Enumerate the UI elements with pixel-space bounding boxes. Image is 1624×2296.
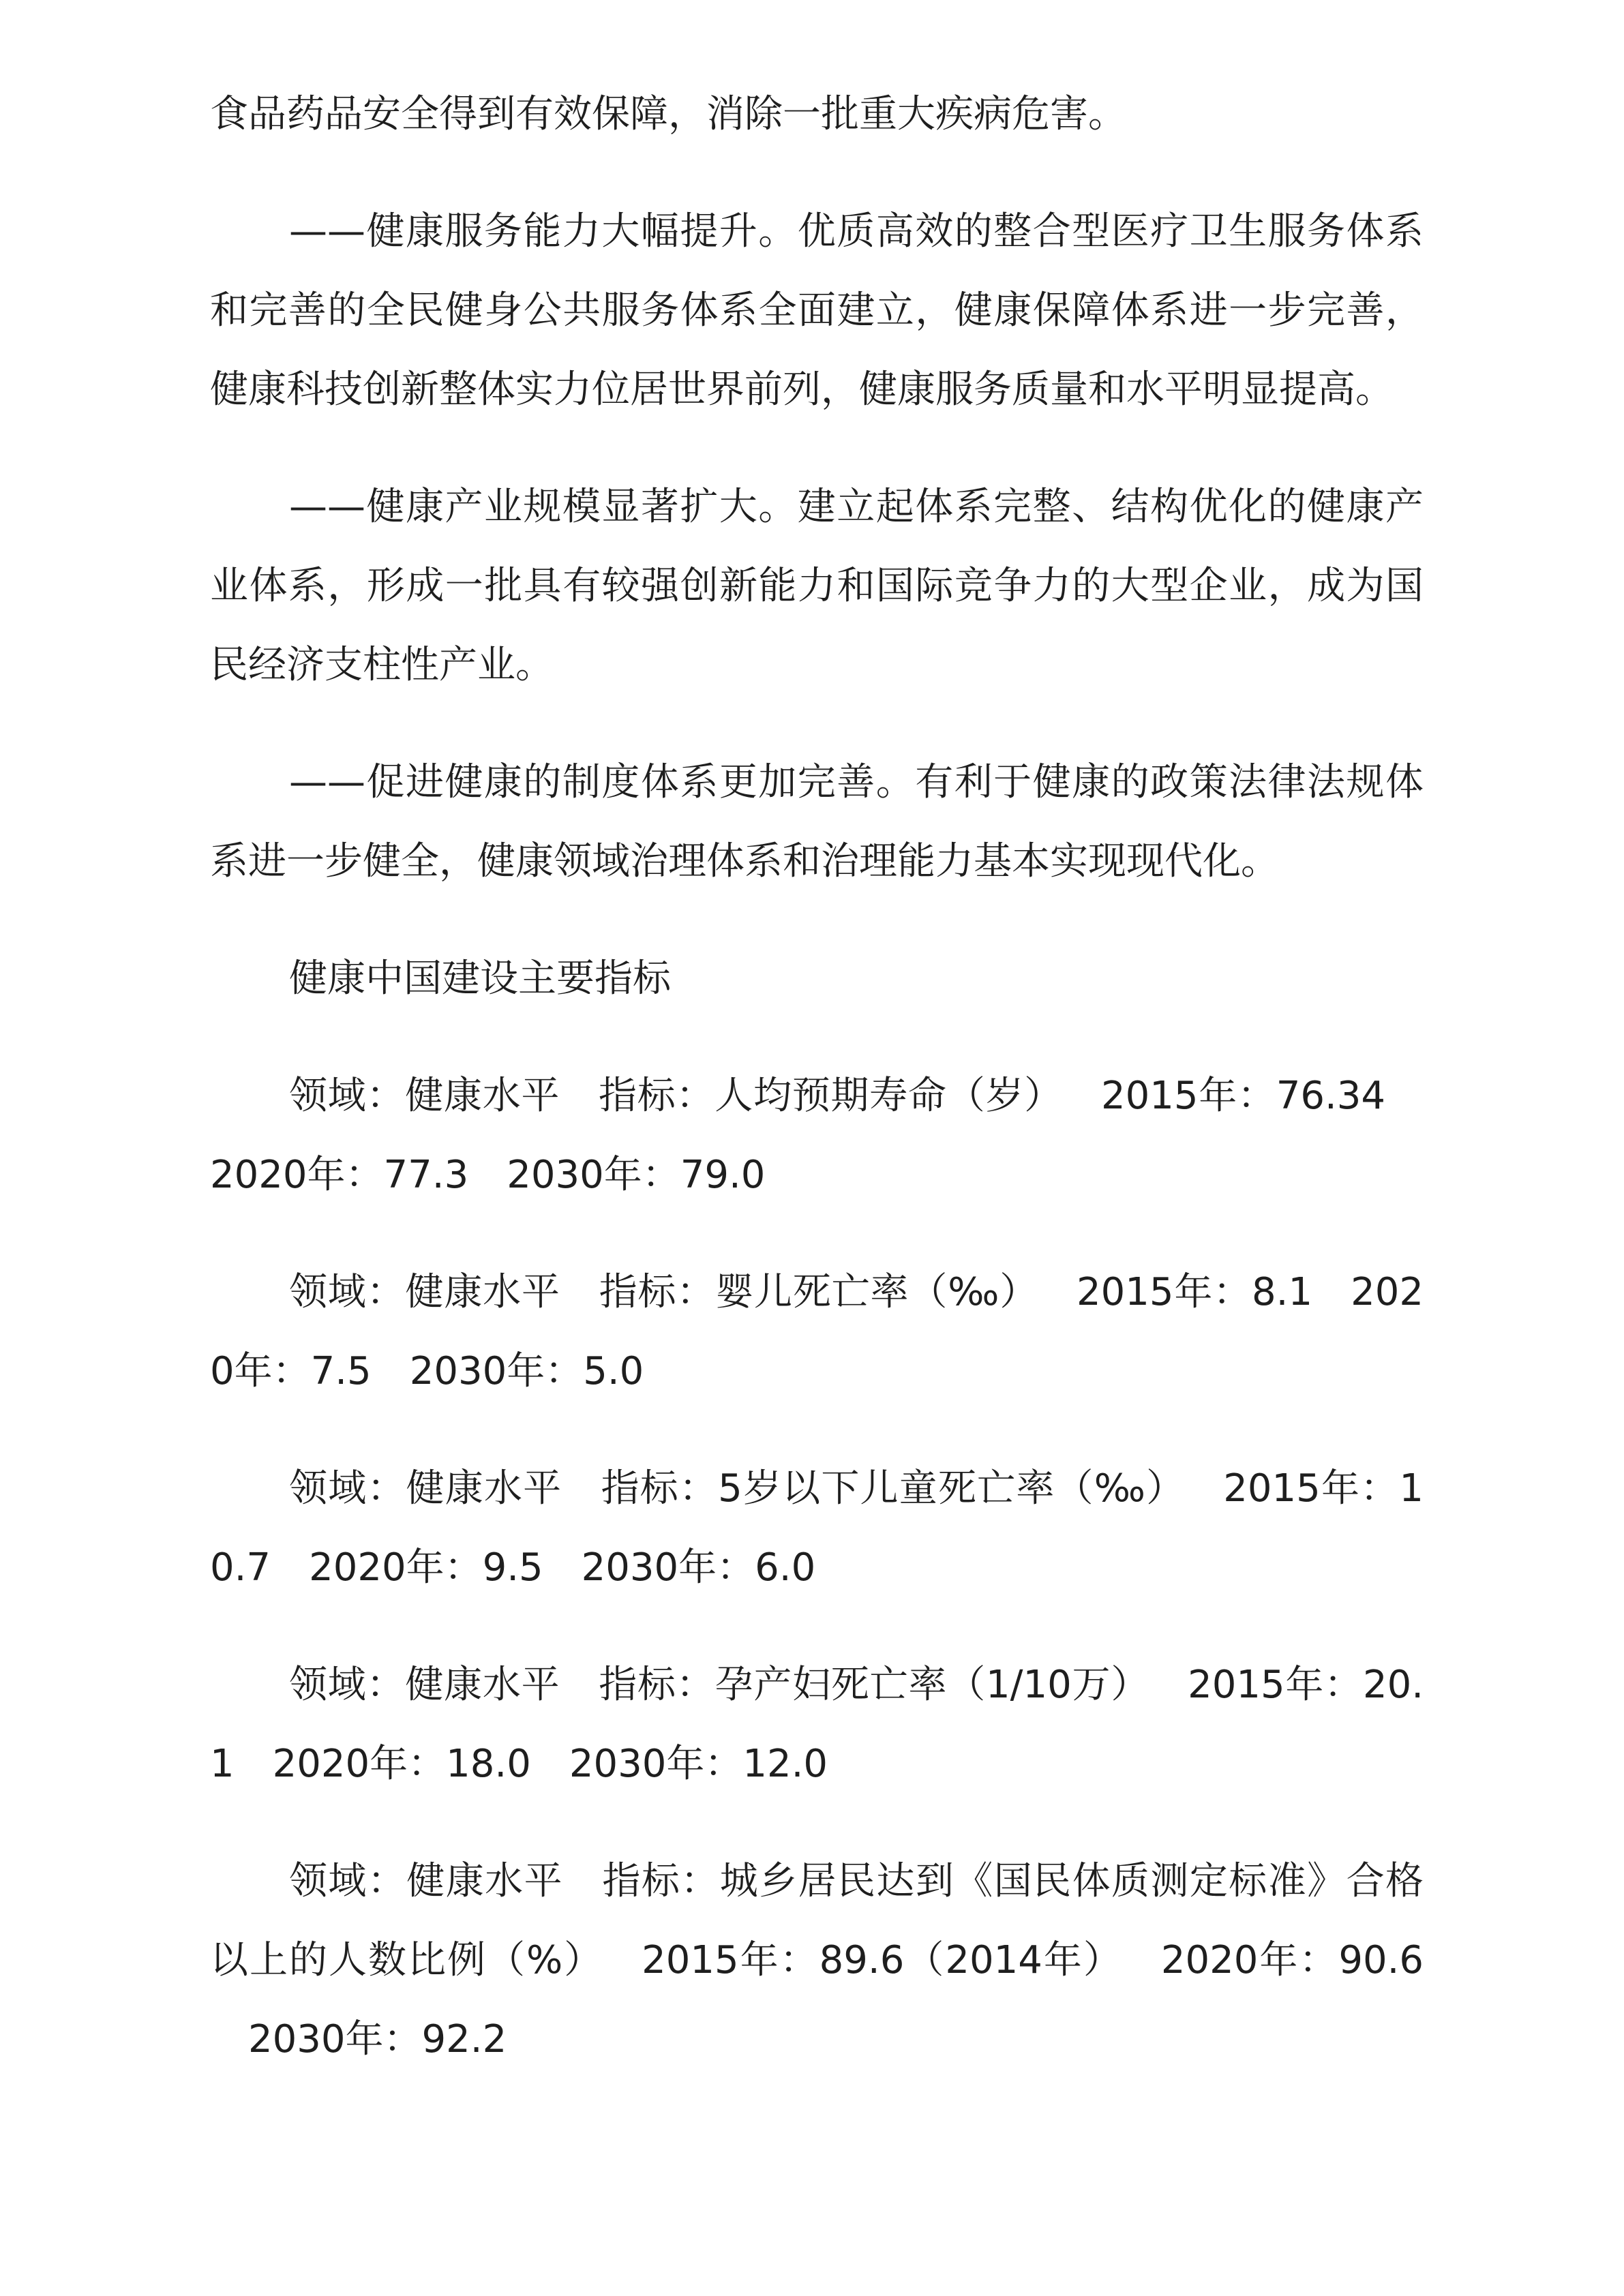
indicator-2030: 2030年：92.2 [248, 2017, 507, 2061]
indicator-2020: 2020年：77.3 [210, 1153, 469, 1197]
indicator-name: 指标：孕产妇死亡率（1/10万） [598, 1663, 1150, 1707]
document-page [210, 75, 1424, 2117]
indicator-domain: 领域：健康水平 [289, 1859, 563, 1903]
section-title: 健康中国建设主要指标 [289, 956, 671, 1001]
indicator-2030: 2030年：6.0 [581, 1545, 816, 1590]
indicator-name: 指标：婴儿死亡率（‰） [598, 1270, 1039, 1314]
paragraph-0: 食品药品安全得到有效保障，消除一批重大疾病危害。 [210, 92, 1126, 136]
indicator-row-5 [210, 1842, 1424, 2079]
indicator-2020: 2020年：9.5 [309, 1545, 543, 1590]
indicator-domain: 领域：健康水平 [289, 1663, 560, 1707]
indicator-2015: 2015年：8.1 [1077, 1270, 1313, 1314]
paragraph-1: ——健康服务能力大幅提升。优质高效的整合型医疗卫生服务体系和完善的全民健身公共服务体系全面建立，健康保障体系进一步完善，健康科技创新整体实力位居世界前列，健康服务质量和水平明显提高。 [210, 209, 1424, 412]
indicator-2030: 2030年：5.0 [409, 1349, 644, 1393]
indicator-2015: 2015年：20.1 [210, 1663, 1424, 1786]
indicator-name: 指标：城乡居民达到《国民体质测定标准》合格以上的人数比例（%） [210, 1859, 1424, 1982]
indicator-row-2 [210, 1253, 1424, 1411]
indicator-row-4 [210, 1646, 1424, 1804]
indicator-2015: 2015年：76.34 [1100, 1074, 1386, 1118]
indicator-row-3 [210, 1449, 1424, 1607]
indicator-domain: 领域：健康水平 [289, 1074, 560, 1118]
indicator-domain: 领域：健康水平 [289, 1270, 560, 1314]
indicator-name: 指标：5岁以下儿童死亡率（‰） [600, 1466, 1186, 1511]
indicator-2020: 2020年：7.5 [210, 1270, 1424, 1393]
indicator-2020: 2020年：90.6 [1160, 1938, 1424, 1982]
indicator-2030: 2030年：12.0 [569, 1742, 828, 1786]
indicator-row-1 [210, 1057, 1424, 1215]
paragraph-2: ——健康产业规模显著扩大。建立起体系完整、结构优化的健康产业体系，形成一批具有较强创新能力和国际竞争力的大型企业，成为国民经济支柱性产业。 [210, 485, 1424, 687]
indicator-domain: 领域：健康水平 [289, 1466, 562, 1511]
paragraph-3: ——促进健康的制度体系更加完善。有利于健康的政策法律法规体系进一步健全，健康领域治理体系和治理能力基本实现现代化。 [210, 760, 1424, 883]
indicator-2015: 2015年：10.7 [210, 1466, 1424, 1590]
indicator-2020: 2020年：18.0 [272, 1742, 531, 1786]
indicator-2030: 2030年：79.0 [507, 1153, 766, 1197]
indicator-name: 指标：人均预期寿命（岁） [598, 1074, 1063, 1118]
indicator-2015: 2015年：89.6（2014年） [642, 1938, 1123, 1982]
